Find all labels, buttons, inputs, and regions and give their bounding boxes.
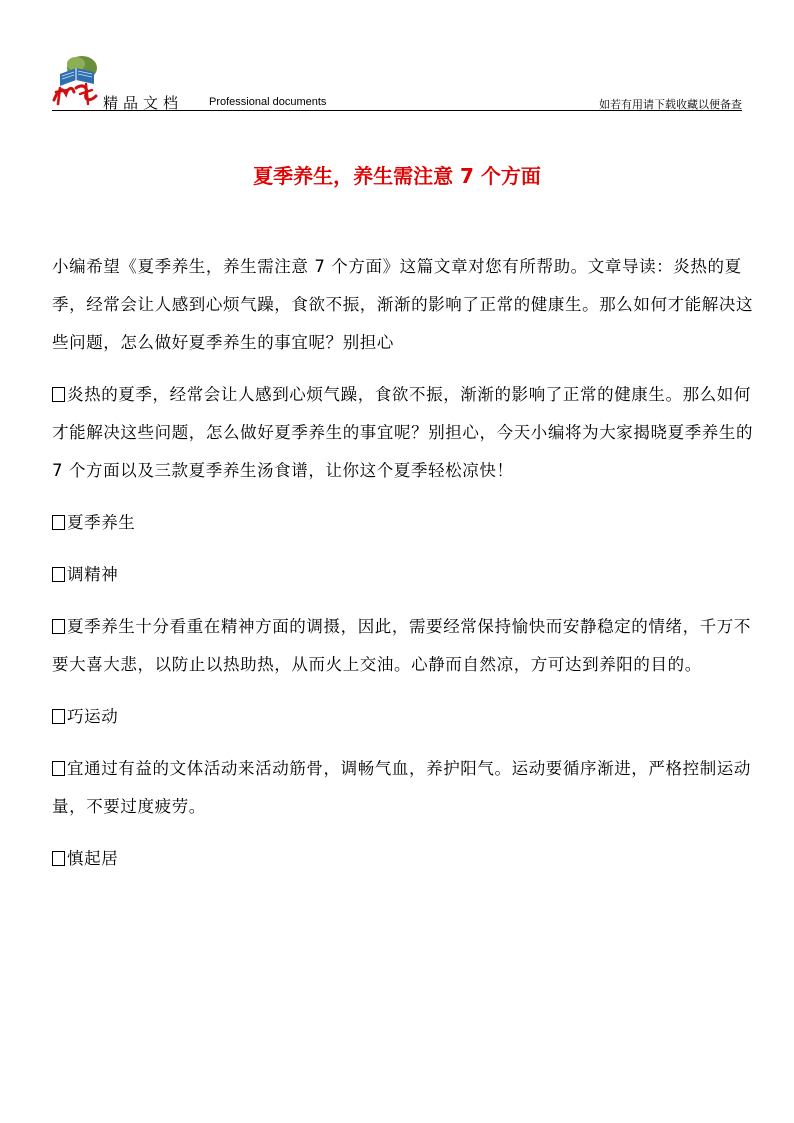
- document-title: 夏季养生，养生需注意 7 个方面: [253, 164, 541, 188]
- paragraph: [52, 608, 764, 684]
- paragraph: [52, 376, 764, 490]
- missing-glyph-box-icon: [52, 515, 65, 530]
- paragraph-text: 宜通过有益的文体活动来活动筋骨，调畅气血，养护阳气。运动要循序渐进，严格控制运动量，不要过度疲劳。: [52, 759, 751, 816]
- header-divider: [52, 110, 742, 111]
- paragraph-text: 炎热的夏季，经常会让人感到心烦气躁，食欲不振，渐渐的影响了正常的健康生。那么如何才能解决这些问题，怎么做好夏季养生的事宜呢？别担心，今天小编将为大家揭晓夏季养生的 7 个方面以及三款夏季养生汤食谱，让你这个夏季轻松凉快！: [52, 385, 754, 480]
- missing-glyph-box-icon: [52, 851, 65, 866]
- missing-glyph-box-icon: [52, 709, 65, 724]
- paragraph-text: 小编希望《夏季养生，养生需注意 7 个方面》这篇文章对您有所帮助。文章导读：炎热的夏季，经常会让人感到心烦气躁，食欲不振，渐渐的影响了正常的健康生。那么如何才能解决这些问题，怎么做好夏季养生的事宜呢？别担心: [52, 257, 754, 352]
- header-note: 如若有用请下载收藏以便备查: [599, 98, 742, 111]
- section-heading: [52, 840, 764, 878]
- missing-glyph-box-icon: [52, 761, 65, 776]
- missing-glyph-box-icon: [52, 387, 65, 402]
- missing-glyph-box-icon: [52, 567, 65, 582]
- heading-text: 调精神: [67, 565, 119, 584]
- section-heading: [52, 698, 764, 736]
- paragraph-text: 夏季养生十分看重在精神方面的调摄，因此，需要经常保持愉快而安静稳定的情绪，千万不要大喜大悲，以防止以热助热，从而火上交油。心静而自然凉，方可达到养阳的目的。: [52, 617, 751, 674]
- section-heading: [52, 504, 764, 542]
- missing-glyph-box-icon: [52, 619, 65, 634]
- header-brand-en: Professional documents: [209, 96, 327, 108]
- heading-text: 巧运动: [67, 707, 119, 726]
- document-body: [52, 248, 764, 892]
- heading-text: 慎起居: [67, 849, 119, 868]
- heading-text: 夏季养生: [67, 513, 136, 532]
- paragraph: [52, 248, 764, 362]
- paragraph: [52, 750, 764, 826]
- book-logo-icon: [46, 50, 102, 110]
- header-brand-cn: 精品文档: [103, 94, 184, 112]
- section-heading: [52, 556, 764, 594]
- page-header: [0, 0, 794, 115]
